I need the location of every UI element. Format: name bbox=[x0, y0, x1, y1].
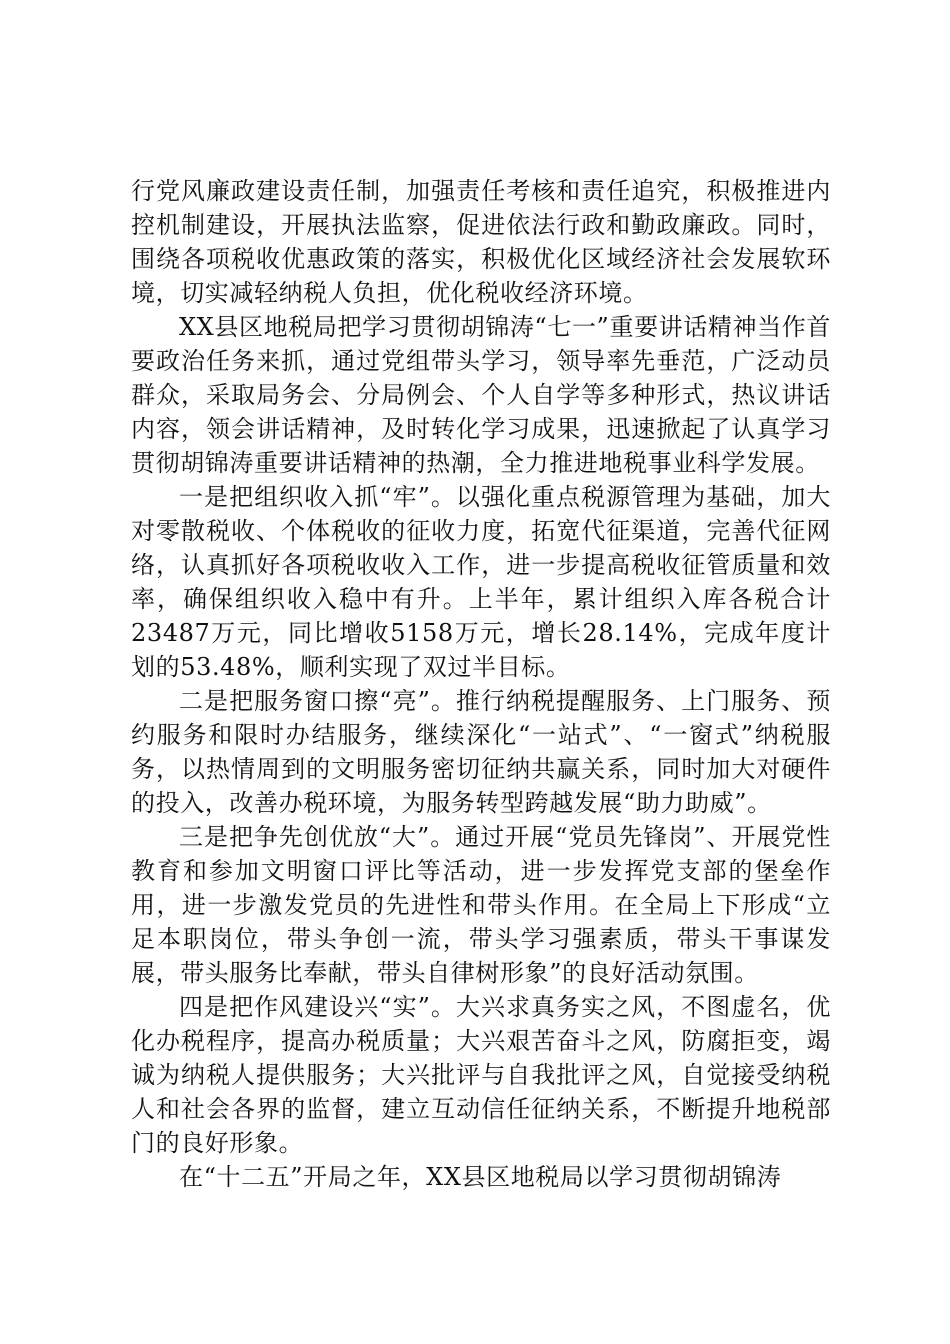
paragraph-study-spirit: XX县区地税局把学习贯彻胡锦涛“七一”重要讲话精神当作首要政治任务来抓，通过党组带头学习，领导率先垂范，广泛动员群众，采取局务会、分局例会、个人自学等多种形式，热议讲话内容，领会讲话精神，及时转化学习成果，迅速掀起了认真学习贯彻胡锦涛重要讲话精神的热潮，全力推进地税事业科学发展。 bbox=[131, 313, 831, 477]
paragraph-continuation: 行党风廉政建设责任制，加强责任考核和责任追究，积极推进内控机制建设，开展执法监察，促进依法行政和勤政廉政。同时，围绕各项税收优惠政策的落实，积极优化区域经济社会发展软环境，切实减轻纳税人负担，优化税收经济环境。 bbox=[131, 177, 831, 307]
paragraph-work-style: 四是把作风建设兴“实”。大兴求真务实之风，不图虚名，优化办税程序，提高办税质量；大兴艰苦奋斗之风，防腐拒变，竭诚为纳税人提供服务；大兴批评与自我批评之风，自觉接受纳税人和社会各界的监督，建立互动信任征纳关系，不断提升地税部门的良好形象。 bbox=[131, 993, 831, 1157]
paragraph-excellence: 三是把争先创优放“大”。通过开展“党员先锋岗”、开展党性教育和参加文明窗口评比等活动，进一步发挥党支部的堡垒作用，进一步激发党员的先进性和带头作用。在全局上下形成“立足本职岗位，带头争创一流，带头学习强素质，带头干事谋发展，带头服务比奉献，带头自律树形象”的良好活动氛围。 bbox=[131, 823, 831, 987]
paragraph-revenue: 一是把组织收入抓“牢”。以强化重点税源管理为基础，加大对零散税收、个体税收的征收力度，拓宽代征渠道，完善代征网络，认真抓好各项税收收入工作，进一步提高税收征管质量和效率，确保组织收入稳中有升。上半年，累计组织入库各税合计23487万元，同比增收5158万元，增长28.14%，完成年度计划的53.48%，顺利实现了双过半目标。 bbox=[131, 483, 831, 681]
paragraph-five-year-plan: 在“十二五”开局之年，XX县区地税局以学习贯彻胡锦涛 bbox=[179, 1163, 782, 1191]
document-body bbox=[131, 174, 831, 1194]
paragraph-service-window: 二是把服务窗口擦“亮”。推行纳税提醒服务、上门服务、预约服务和限时办结服务，继续深化“一站式”、“一窗式”纳税服务，以热情周到的文明服务密切征纳共赢关系，同时加大对硬件的投入，改善办税环境，为服务转型跨越发展“助力助威”。 bbox=[131, 687, 831, 817]
